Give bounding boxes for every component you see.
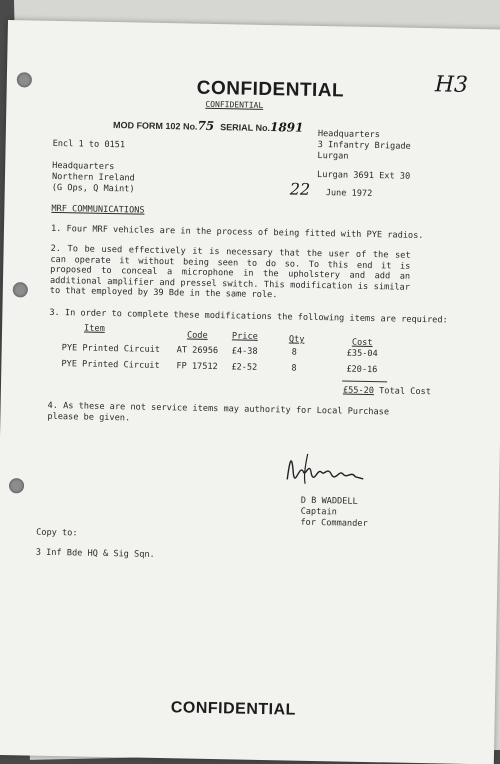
sender-line: Headquarters (317, 128, 381, 141)
table-header-item: Item (83, 323, 105, 334)
recipient-line: (G Ops, Q Maint) (51, 182, 135, 195)
table-header-code: Code (186, 330, 208, 341)
paragraph-3 (49, 308, 449, 326)
handwritten-annotation: H3 (434, 72, 469, 98)
table-header-cost: Cost (351, 337, 373, 349)
signatory-rank: Captain (300, 506, 337, 518)
classification-header: CONFIDENTIAL (196, 77, 345, 102)
total-rule (342, 380, 387, 382)
form-number-line (113, 119, 304, 135)
paragraph-text: As these are not service items may authority for Local Purchase please be given. (47, 401, 390, 423)
paragraph-number: 2. (50, 243, 62, 255)
punch-hole-top (17, 72, 32, 87)
row-price: £2-52 (231, 362, 258, 373)
date-line (290, 179, 373, 200)
recipient-line: Northern Ireland (51, 171, 135, 184)
paragraph-number: 1. (50, 223, 62, 235)
copy-recipient: 3 Inf Bde HQ & Sig Sqn. (35, 547, 155, 560)
subject-heading: MRF COMMUNICATIONS (51, 203, 145, 216)
signature-scrawl (281, 443, 382, 495)
row-price: £4-38 (231, 346, 258, 357)
row-item: PYE Printed Circuit (61, 359, 160, 371)
row-item: PYE Printed Circuit (61, 343, 161, 355)
row-code: FP 17512 (176, 361, 218, 373)
serial-number: 1891 (269, 120, 304, 135)
total-label: Total Cost (379, 386, 432, 398)
sender-address (317, 129, 411, 164)
row-cost: £20-16 (346, 364, 378, 376)
sender-phone: Lurgan 3691 Ext 30 (316, 169, 411, 182)
signature-block (300, 496, 368, 530)
serial-label: SERIAL No. (220, 122, 271, 134)
punch-hole-bottom (9, 478, 24, 493)
enclosure-ref: Encl 1 to 0151 (52, 138, 126, 151)
date-month-year: June 1972 (325, 188, 373, 200)
row-cost: £35-04 (346, 348, 378, 360)
signatory-name: D B WADDELL (300, 495, 358, 507)
row-qty: 8 (291, 347, 297, 358)
punch-hole-middle (13, 282, 28, 297)
paragraph-text: To be used effectively it is necessary that the user of the set can operate it without being seen to do so. To this end it is proposed to conceal a microphone in the upholstery and add an additional amplifier and pressel switch. This modification is similar to that employed by 39 Bde in the same role. (49, 244, 411, 301)
sender-line: Lurgan (317, 150, 349, 162)
paragraph-4 (47, 401, 397, 429)
table-row (62, 343, 378, 360)
paragraph-number: 3. (49, 307, 60, 319)
paragraph-1 (51, 224, 431, 242)
recipient-line: Headquarters (52, 160, 115, 173)
date-day: 22 (289, 179, 311, 199)
table-header-price: Price (231, 331, 258, 342)
paragraph-number: 4. (47, 400, 59, 412)
classification-stamp: CONFIDENTIAL (205, 99, 264, 110)
copy-label: Copy to: (36, 527, 78, 539)
sender-line: 3 Infantry Brigade (317, 139, 411, 152)
classification-footer: CONFIDENTIAL (170, 699, 297, 719)
total-value: £55-20 (342, 385, 375, 397)
paragraph-text: Four MRF vehicles are in the process of being fitted with PYE radios. (66, 224, 424, 242)
row-code: AT 26956 (176, 345, 219, 357)
document-page (0, 20, 500, 764)
signatory-role: for Commander (300, 517, 368, 529)
recipient-address (52, 161, 135, 196)
paragraph-text: In order to complete these modifications the following items are required: (64, 308, 448, 326)
row-qty: 8 (291, 363, 297, 374)
form-number: 75 (197, 118, 215, 133)
table-header-qty: Qty (288, 334, 305, 345)
table-row (61, 359, 377, 376)
total-line (343, 385, 431, 398)
form-label: MOD FORM 102 No. (112, 120, 198, 132)
paragraph-2 (50, 244, 411, 303)
